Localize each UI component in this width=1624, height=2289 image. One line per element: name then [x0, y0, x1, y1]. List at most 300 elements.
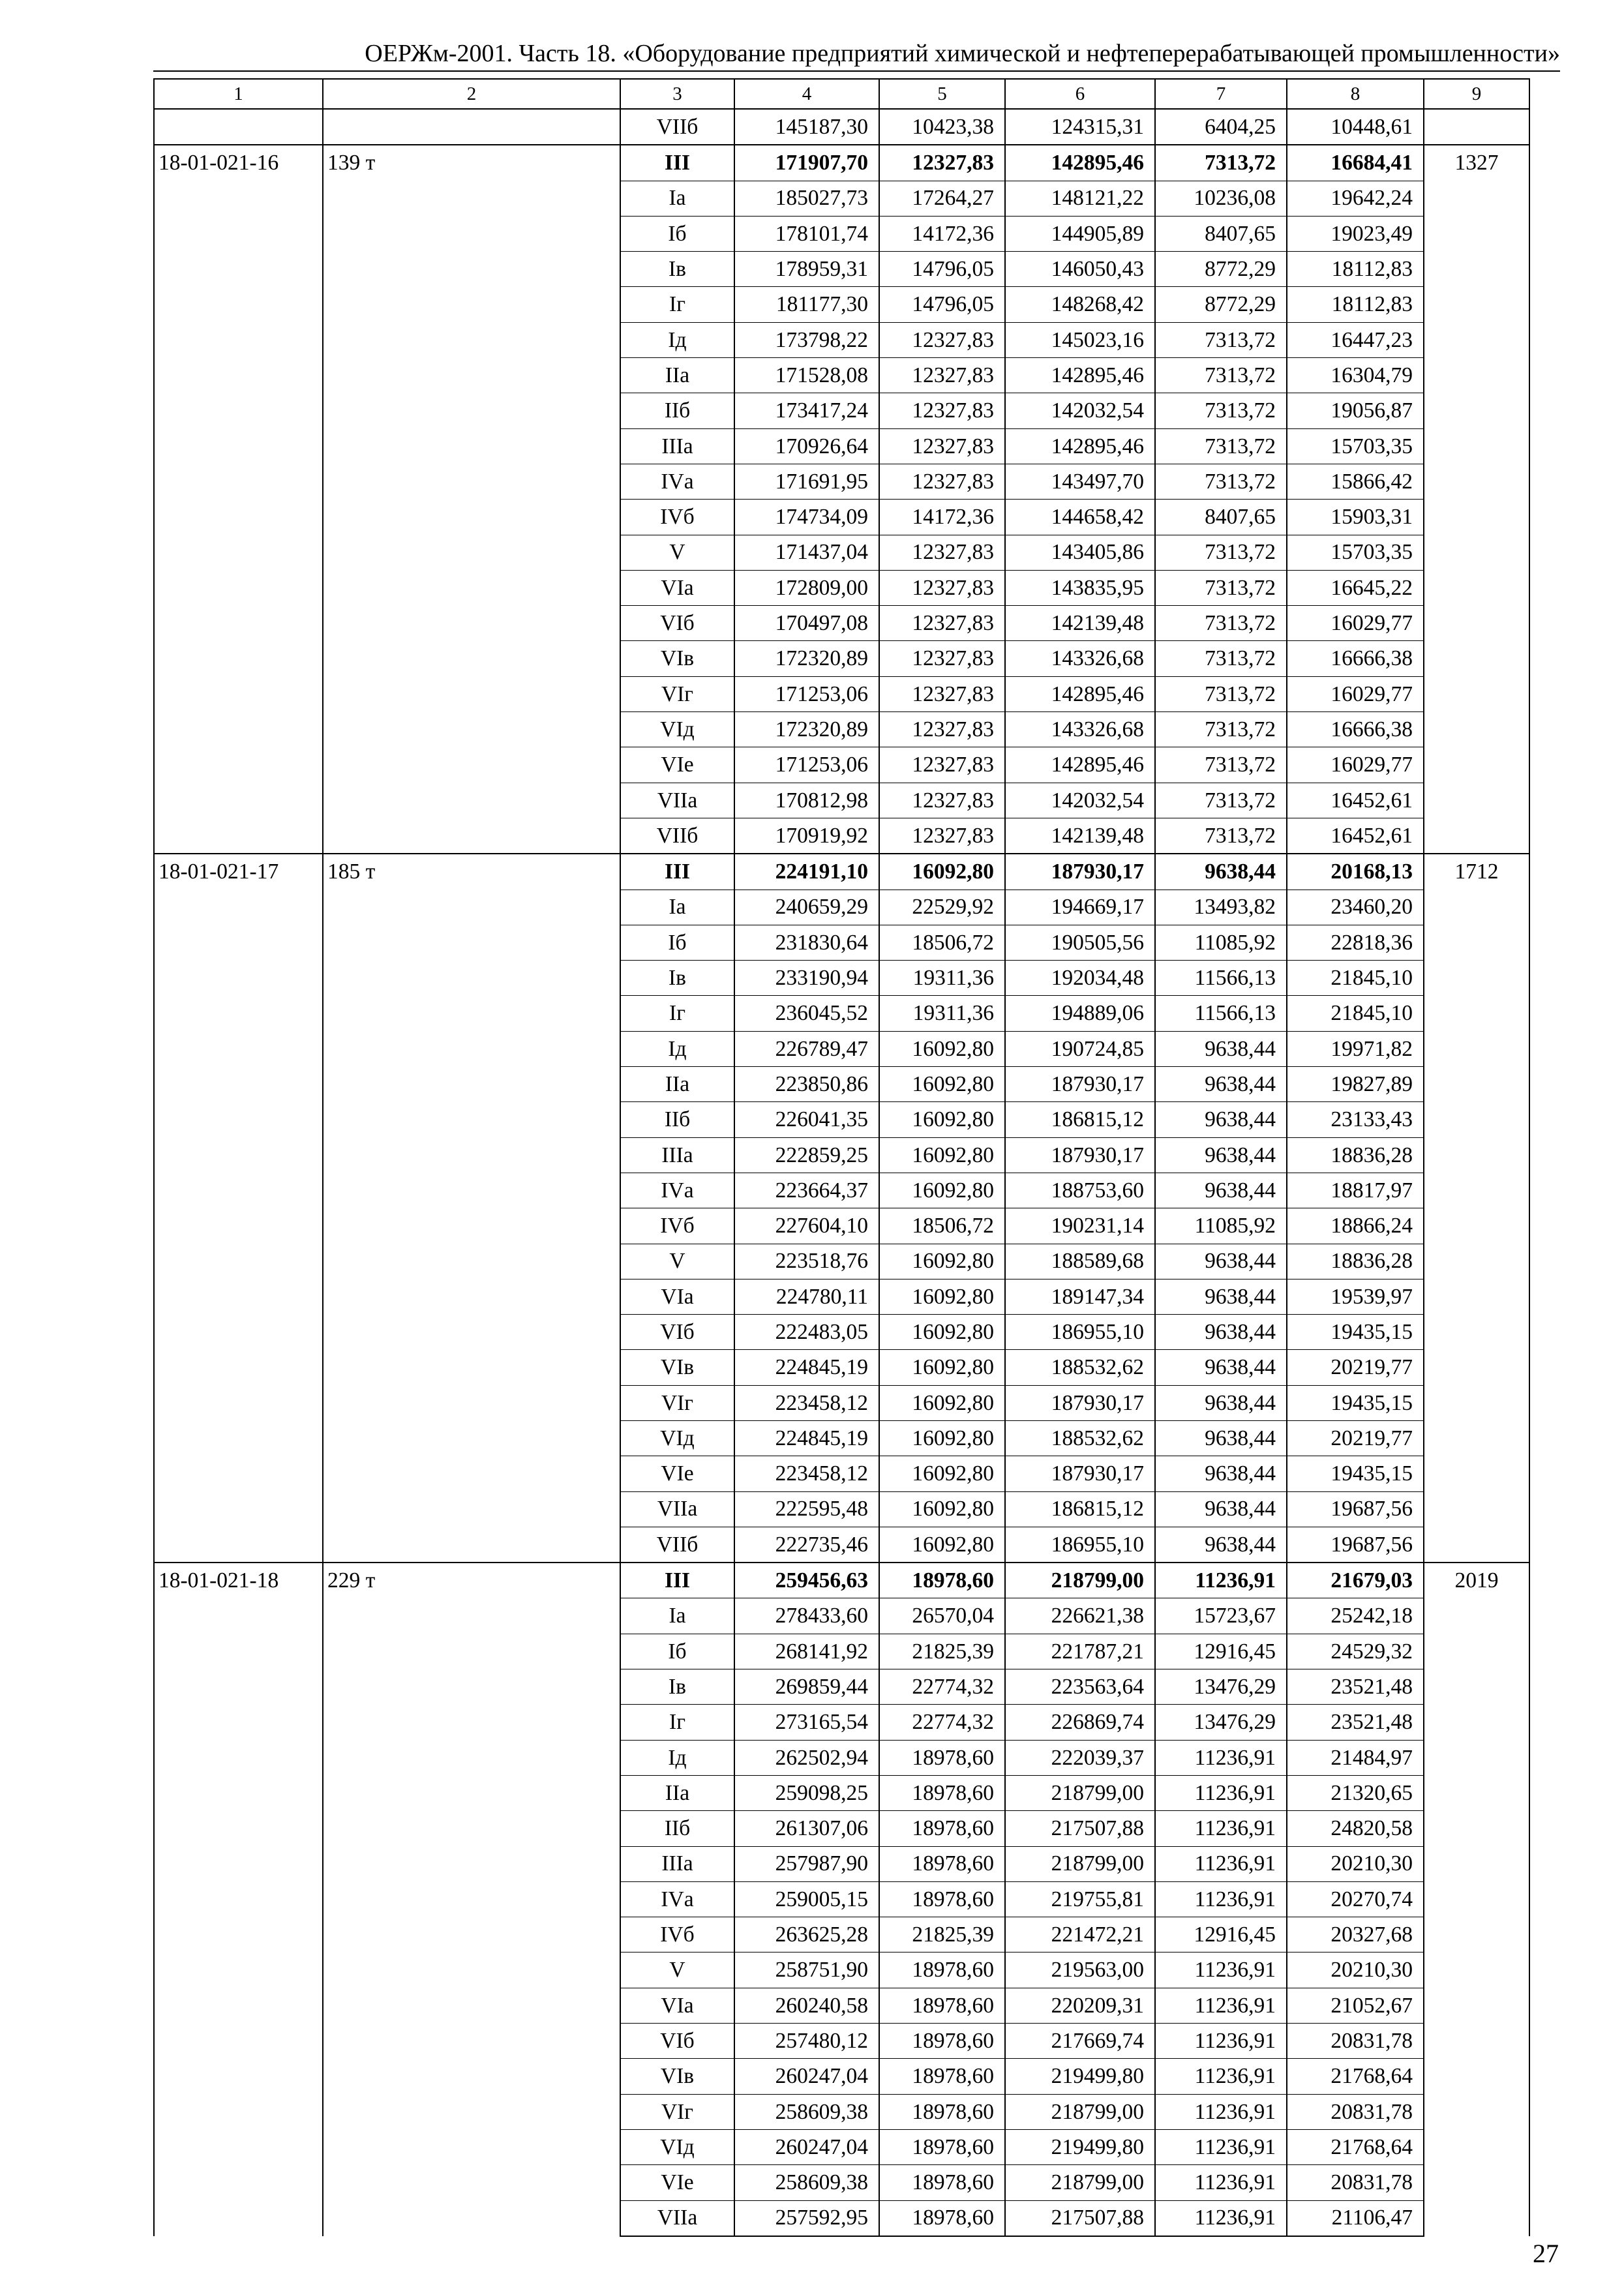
value-cell: 188532,62 [1005, 1420, 1155, 1456]
zone-cell: IIб [620, 393, 734, 428]
value-cell: 7313,72 [1155, 428, 1287, 464]
zone-cell: IIб [620, 1102, 734, 1137]
value-cell: 268141,92 [734, 1634, 879, 1669]
zone-cell: VIд [620, 712, 734, 747]
value-cell: 9638,44 [1155, 1456, 1287, 1491]
mass-cell [323, 109, 620, 145]
zone-cell: VIг [620, 676, 734, 711]
zone-cell: Iг [620, 1705, 734, 1740]
value-cell: 226869,74 [1005, 1705, 1155, 1740]
value-cell: 16452,61 [1287, 818, 1424, 854]
value-cell: 223458,12 [734, 1456, 879, 1491]
value-cell: 224191,10 [734, 854, 879, 890]
zone-cell: VIе [620, 2165, 734, 2200]
value-cell: 278433,60 [734, 1598, 879, 1634]
value-cell: 260247,04 [734, 2129, 879, 2164]
value-cell: 14172,36 [879, 500, 1005, 535]
value-cell: 16029,77 [1287, 676, 1424, 711]
value-cell: 223458,12 [734, 1385, 879, 1420]
value-cell: 236045,52 [734, 996, 879, 1031]
value-cell: 144658,42 [1005, 500, 1155, 535]
page-title: ОЕРЖм-2001. Часть 18. «Оборудование предприятий химической и нефтеперерабатывающей промышленности» [365, 40, 1560, 67]
value-cell: 190231,14 [1005, 1208, 1155, 1244]
value-cell: 219755,81 [1005, 1881, 1155, 1917]
value-cell: 231830,64 [734, 925, 879, 960]
value-cell: 233190,94 [734, 961, 879, 996]
value-cell: 21679,03 [1287, 1563, 1424, 1598]
value-cell: 7313,72 [1155, 641, 1287, 676]
value-cell: 145023,16 [1005, 322, 1155, 357]
value-cell: 11236,91 [1155, 1740, 1287, 1775]
value-cell: 18978,60 [879, 1846, 1005, 1881]
value-cell: 12327,83 [879, 570, 1005, 605]
value-cell: 259098,25 [734, 1775, 879, 1810]
value-cell: 16092,80 [879, 1527, 1005, 1563]
value-cell: 262502,94 [734, 1740, 879, 1775]
table-row [154, 145, 1529, 181]
value-cell: 20168,13 [1287, 854, 1424, 890]
value-cell: 16029,77 [1287, 606, 1424, 641]
value-cell: 11236,91 [1155, 1881, 1287, 1917]
value-cell: 12327,83 [879, 747, 1005, 783]
value-cell: 9638,44 [1155, 1527, 1287, 1563]
value-cell: 12327,83 [879, 145, 1005, 181]
value-cell: 143835,95 [1005, 570, 1155, 605]
value-cell: 12327,83 [879, 818, 1005, 854]
zone-cell: Iд [620, 1740, 734, 1775]
value-cell: 26570,04 [879, 1598, 1005, 1634]
value-cell: 171253,06 [734, 747, 879, 783]
value-cell: 12327,83 [879, 641, 1005, 676]
column-number: 7 [1155, 79, 1287, 109]
value-cell: 11236,91 [1155, 1563, 1287, 1598]
value-cell: 18978,60 [879, 2024, 1005, 2059]
value-cell: 20327,68 [1287, 1917, 1424, 1952]
zone-cell: Iа [620, 890, 734, 925]
value-cell: 21845,10 [1287, 961, 1424, 996]
zone-cell: Iд [620, 322, 734, 357]
zone-cell: VIг [620, 2094, 734, 2129]
value-cell: 9638,44 [1155, 1420, 1287, 1456]
value-cell: 142032,54 [1005, 393, 1155, 428]
value-cell: 12327,83 [879, 464, 1005, 499]
value-cell: 20831,78 [1287, 2165, 1424, 2200]
value-cell: 11236,91 [1155, 1952, 1287, 1988]
zone-cell: VIIа [620, 783, 734, 818]
zone-cell: IVа [620, 1881, 734, 1917]
value-cell: 11236,91 [1155, 2129, 1287, 2164]
value-cell: 257480,12 [734, 2024, 879, 2059]
zone-cell: VIе [620, 747, 734, 783]
value-cell: 19435,15 [1287, 1385, 1424, 1420]
value-cell: 19687,56 [1287, 1491, 1424, 1527]
value-cell: 143326,68 [1005, 712, 1155, 747]
value-cell: 218799,00 [1005, 2094, 1155, 2129]
value-cell: 9638,44 [1155, 1350, 1287, 1385]
zone-cell: VIIа [620, 2200, 734, 2236]
zone-cell: V [620, 535, 734, 570]
value-cell: 188532,62 [1005, 1350, 1155, 1385]
value-cell: 220209,31 [1005, 1988, 1155, 2023]
value-cell: 260240,58 [734, 1988, 879, 2023]
zone-cell: III [620, 145, 734, 181]
value-cell: 9638,44 [1155, 1102, 1287, 1137]
value-cell: 7313,72 [1155, 393, 1287, 428]
value-cell: 185027,73 [734, 181, 879, 216]
zone-cell: Iг [620, 287, 734, 322]
price-table [153, 78, 1530, 2237]
value-cell: 9638,44 [1155, 1279, 1287, 1314]
value-cell: 189147,34 [1005, 1279, 1155, 1314]
value-cell: 9638,44 [1155, 1067, 1287, 1102]
value-cell: 181177,30 [734, 287, 879, 322]
value-cell: 12327,83 [879, 535, 1005, 570]
zone-cell: VIе [620, 1456, 734, 1491]
value-cell: 187930,17 [1005, 1456, 1155, 1491]
value-cell: 10236,08 [1155, 181, 1287, 216]
value-cell: 142139,48 [1005, 606, 1155, 641]
value-cell: 16092,80 [879, 1031, 1005, 1066]
value-cell: 21052,67 [1287, 1988, 1424, 2023]
value-cell: 9638,44 [1155, 1173, 1287, 1208]
value-cell: 18978,60 [879, 1881, 1005, 1917]
value-cell: 187930,17 [1005, 1385, 1155, 1420]
value-cell: 21845,10 [1287, 996, 1424, 1031]
value-cell: 16092,80 [879, 1350, 1005, 1385]
value-cell: 11566,13 [1155, 961, 1287, 996]
value-cell: 23521,48 [1287, 1669, 1424, 1705]
value-cell: 18978,60 [879, 2165, 1005, 2200]
value-cell: 12916,45 [1155, 1634, 1287, 1669]
value-cell: 9638,44 [1155, 1385, 1287, 1420]
value-cell: 11566,13 [1155, 996, 1287, 1031]
value-cell: 18978,60 [879, 1811, 1005, 1846]
value-cell: 148121,22 [1005, 181, 1155, 216]
value-cell: 8407,65 [1155, 216, 1287, 251]
table-body [154, 79, 1529, 2236]
value-cell: 14796,05 [879, 252, 1005, 287]
value-cell: 20270,74 [1287, 1881, 1424, 1917]
value-cell: 172809,00 [734, 570, 879, 605]
value-cell: 260247,04 [734, 2059, 879, 2094]
zone-cell: Iв [620, 961, 734, 996]
zone-cell: IVб [620, 500, 734, 535]
value-cell: 219499,80 [1005, 2059, 1155, 2094]
value-cell: 21768,64 [1287, 2129, 1424, 2164]
value-cell: 16092,80 [879, 1315, 1005, 1350]
value-cell: 11236,91 [1155, 1988, 1287, 2023]
value-cell: 142895,46 [1005, 145, 1155, 181]
value-cell: 9638,44 [1155, 1031, 1287, 1066]
zone-cell: VIб [620, 2024, 734, 2059]
value-cell: 20831,78 [1287, 2094, 1424, 2129]
value-cell: 240659,29 [734, 890, 879, 925]
value-cell: 219499,80 [1005, 2129, 1155, 2164]
item-mass: 185 т [323, 854, 620, 1563]
zone-cell: IVа [620, 1173, 734, 1208]
value-cell: 146050,43 [1005, 252, 1155, 287]
value-cell: 11236,91 [1155, 1775, 1287, 1810]
value-cell: 171437,04 [734, 535, 879, 570]
value-cell: 7313,72 [1155, 358, 1287, 393]
column-number: 6 [1005, 79, 1155, 109]
item-mass: 139 т [323, 145, 620, 854]
value-cell: 15723,67 [1155, 1598, 1287, 1634]
item-code: 18-01-021-16 [154, 145, 323, 854]
value-cell: 258609,38 [734, 2094, 879, 2129]
value-cell: 172320,89 [734, 641, 879, 676]
value-cell: 21768,64 [1287, 2059, 1424, 2094]
value-cell: 9638,44 [1155, 854, 1287, 890]
value-cell: 194669,17 [1005, 890, 1155, 925]
value-cell: 19971,82 [1287, 1031, 1424, 1066]
value-cell: 11236,91 [1155, 1846, 1287, 1881]
value-cell: 11085,92 [1155, 925, 1287, 960]
item-total: 1327 [1424, 145, 1529, 854]
value-cell: 258751,90 [734, 1952, 879, 1988]
zone-cell: VIб [620, 606, 734, 641]
value-cell: 19311,36 [879, 961, 1005, 996]
table-row [154, 1563, 1529, 1598]
zone-cell: IVб [620, 1917, 734, 1952]
value-cell: 12327,83 [879, 712, 1005, 747]
value-cell: 19056,87 [1287, 393, 1424, 428]
value-cell: 187930,17 [1005, 854, 1155, 890]
value-cell: 217507,88 [1005, 1811, 1155, 1846]
value-cell: 7313,72 [1155, 535, 1287, 570]
zone-cell: V [620, 1244, 734, 1279]
value-cell: 259456,63 [734, 1563, 879, 1598]
zone-cell: Iа [620, 1598, 734, 1634]
item-total: 2019 [1424, 1563, 1529, 2236]
value-cell: 9638,44 [1155, 1491, 1287, 1527]
value-cell: 219563,00 [1005, 1952, 1155, 1988]
value-cell: 188753,60 [1005, 1173, 1155, 1208]
value-cell: 12916,45 [1155, 1917, 1287, 1952]
value-cell: 19435,15 [1287, 1315, 1424, 1350]
value-cell: 171253,06 [734, 676, 879, 711]
value-cell: 18978,60 [879, 1740, 1005, 1775]
value-cell: 190724,85 [1005, 1031, 1155, 1066]
value-cell: 16092,80 [879, 1102, 1005, 1137]
value-cell: 7313,72 [1155, 712, 1287, 747]
value-cell: 226041,35 [734, 1102, 879, 1137]
value-cell: 16092,80 [879, 1137, 1005, 1173]
value-cell: 8407,65 [1155, 500, 1287, 535]
value-cell: 7313,72 [1155, 322, 1287, 357]
value-cell: 18978,60 [879, 1952, 1005, 1988]
value-cell: 11236,91 [1155, 2094, 1287, 2129]
value-cell: 178101,74 [734, 216, 879, 251]
value-cell: 24529,32 [1287, 1634, 1424, 1669]
value-cell: 21484,97 [1287, 1740, 1424, 1775]
value-cell: 148268,42 [1005, 287, 1155, 322]
value-cell: 218799,00 [1005, 2165, 1155, 2200]
value-cell: 6404,25 [1155, 109, 1287, 145]
value-cell: 16447,23 [1287, 322, 1424, 357]
value-cell: 186815,12 [1005, 1102, 1155, 1137]
zone-cell: VIг [620, 1385, 734, 1420]
value-cell: 224845,19 [734, 1420, 879, 1456]
value-cell: 218799,00 [1005, 1775, 1155, 1810]
zone-cell: VIIа [620, 1491, 734, 1527]
table-row [154, 109, 1529, 145]
value-cell: 16666,38 [1287, 712, 1424, 747]
value-cell: 16029,77 [1287, 747, 1424, 783]
value-cell: 144905,89 [1005, 216, 1155, 251]
value-cell: 15866,42 [1287, 464, 1424, 499]
value-cell: 7313,72 [1155, 464, 1287, 499]
value-cell: 19539,97 [1287, 1279, 1424, 1314]
zone-cell: Iв [620, 1669, 734, 1705]
value-cell: 7313,72 [1155, 783, 1287, 818]
zone-cell: VIа [620, 570, 734, 605]
value-cell: 14796,05 [879, 287, 1005, 322]
value-cell: 20210,30 [1287, 1846, 1424, 1881]
value-cell: 12327,83 [879, 393, 1005, 428]
zone-cell: IIа [620, 1067, 734, 1102]
value-cell: 222595,48 [734, 1491, 879, 1527]
value-cell: 145187,30 [734, 109, 879, 145]
item-mass: 229 т [323, 1563, 620, 2236]
value-cell: 7313,72 [1155, 818, 1287, 854]
zone-cell: VIIб [620, 109, 734, 145]
item-total: 1712 [1424, 854, 1529, 1563]
value-cell: 221787,21 [1005, 1634, 1155, 1669]
value-cell: 21320,65 [1287, 1775, 1424, 1810]
value-cell: 21825,39 [879, 1917, 1005, 1952]
value-cell: 12327,83 [879, 783, 1005, 818]
value-cell: 9638,44 [1155, 1137, 1287, 1173]
value-cell: 172320,89 [734, 712, 879, 747]
value-cell: 218799,00 [1005, 1563, 1155, 1598]
zone-cell: VIIб [620, 1527, 734, 1563]
value-cell: 259005,15 [734, 1881, 879, 1917]
value-cell: 18978,60 [879, 2094, 1005, 2129]
value-cell: 18978,60 [879, 1988, 1005, 2023]
value-cell: 24820,58 [1287, 1811, 1424, 1846]
value-cell: 269859,44 [734, 1669, 879, 1705]
value-cell: 16666,38 [1287, 641, 1424, 676]
value-cell: 22818,36 [1287, 925, 1424, 960]
zone-cell: III [620, 1563, 734, 1598]
zone-cell: IIа [620, 358, 734, 393]
value-cell: 170919,92 [734, 818, 879, 854]
value-cell: 20210,30 [1287, 1952, 1424, 1988]
value-cell: 223518,76 [734, 1244, 879, 1279]
value-cell: 7313,72 [1155, 606, 1287, 641]
value-cell: 16092,80 [879, 1385, 1005, 1420]
zone-cell: Iб [620, 925, 734, 960]
value-cell: 224780,11 [734, 1279, 879, 1314]
value-cell: 16092,80 [879, 1491, 1005, 1527]
zone-cell: IIIа [620, 1846, 734, 1881]
value-cell: 222039,37 [1005, 1740, 1155, 1775]
column-number-row [154, 79, 1529, 109]
value-cell: 18506,72 [879, 925, 1005, 960]
zone-cell: VIд [620, 2129, 734, 2164]
zone-cell: Iб [620, 216, 734, 251]
value-cell: 18836,28 [1287, 1244, 1424, 1279]
value-cell: 263625,28 [734, 1917, 879, 1952]
value-cell: 25242,18 [1287, 1598, 1424, 1634]
value-cell: 257592,95 [734, 2200, 879, 2236]
value-cell: 227604,10 [734, 1208, 879, 1244]
value-cell: 16092,80 [879, 1456, 1005, 1491]
value-cell: 187930,17 [1005, 1067, 1155, 1102]
value-cell: 190505,56 [1005, 925, 1155, 960]
total-cell [1424, 109, 1529, 145]
value-cell: 261307,06 [734, 1811, 879, 1846]
value-cell: 223664,37 [734, 1173, 879, 1208]
value-cell: 18112,83 [1287, 287, 1424, 322]
value-cell: 22529,92 [879, 890, 1005, 925]
zone-cell: VIа [620, 1279, 734, 1314]
value-cell: 19435,15 [1287, 1456, 1424, 1491]
value-cell: 16092,80 [879, 1420, 1005, 1456]
value-cell: 143326,68 [1005, 641, 1155, 676]
value-cell: 222735,46 [734, 1527, 879, 1563]
value-cell: 7313,72 [1155, 570, 1287, 605]
value-cell: 186955,10 [1005, 1315, 1155, 1350]
zone-cell: VIб [620, 1315, 734, 1350]
zone-cell: IIIа [620, 1137, 734, 1173]
value-cell: 143405,86 [1005, 535, 1155, 570]
value-cell: 171528,08 [734, 358, 879, 393]
value-cell: 14172,36 [879, 216, 1005, 251]
zone-cell: VIIб [620, 818, 734, 854]
value-cell: 16092,80 [879, 1279, 1005, 1314]
value-cell: 12327,83 [879, 428, 1005, 464]
value-cell: 217507,88 [1005, 2200, 1155, 2236]
column-number: 3 [620, 79, 734, 109]
value-cell: 178959,31 [734, 252, 879, 287]
value-cell: 257987,90 [734, 1846, 879, 1881]
value-cell: 16684,41 [1287, 145, 1424, 181]
value-cell: 21825,39 [879, 1634, 1005, 1669]
value-cell: 20831,78 [1287, 2024, 1424, 2059]
value-cell: 13493,82 [1155, 890, 1287, 925]
value-cell: 7313,72 [1155, 676, 1287, 711]
value-cell: 12327,83 [879, 322, 1005, 357]
zone-cell: V [620, 1952, 734, 1988]
value-cell: 170497,08 [734, 606, 879, 641]
value-cell: 18978,60 [879, 1563, 1005, 1598]
zone-cell: VIд [620, 1420, 734, 1456]
column-number: 1 [154, 79, 323, 109]
value-cell: 11085,92 [1155, 1208, 1287, 1244]
value-cell: 19687,56 [1287, 1527, 1424, 1563]
value-cell: 11236,91 [1155, 2024, 1287, 2059]
value-cell: 12327,83 [879, 358, 1005, 393]
value-cell: 18978,60 [879, 2059, 1005, 2094]
value-cell: 192034,48 [1005, 961, 1155, 996]
value-cell: 8772,29 [1155, 287, 1287, 322]
zone-cell: VIв [620, 1350, 734, 1385]
value-cell: 9638,44 [1155, 1315, 1287, 1350]
zone-cell: Iд [620, 1031, 734, 1066]
value-cell: 224845,19 [734, 1350, 879, 1385]
item-code: 18-01-021-18 [154, 1563, 323, 2236]
value-cell: 18978,60 [879, 1775, 1005, 1810]
value-cell: 15903,31 [1287, 500, 1424, 535]
value-cell: 11236,91 [1155, 2059, 1287, 2094]
value-cell: 226621,38 [1005, 1598, 1155, 1634]
value-cell: 19311,36 [879, 996, 1005, 1031]
column-number: 4 [734, 79, 879, 109]
column-number: 9 [1424, 79, 1529, 109]
table-row [154, 854, 1529, 890]
